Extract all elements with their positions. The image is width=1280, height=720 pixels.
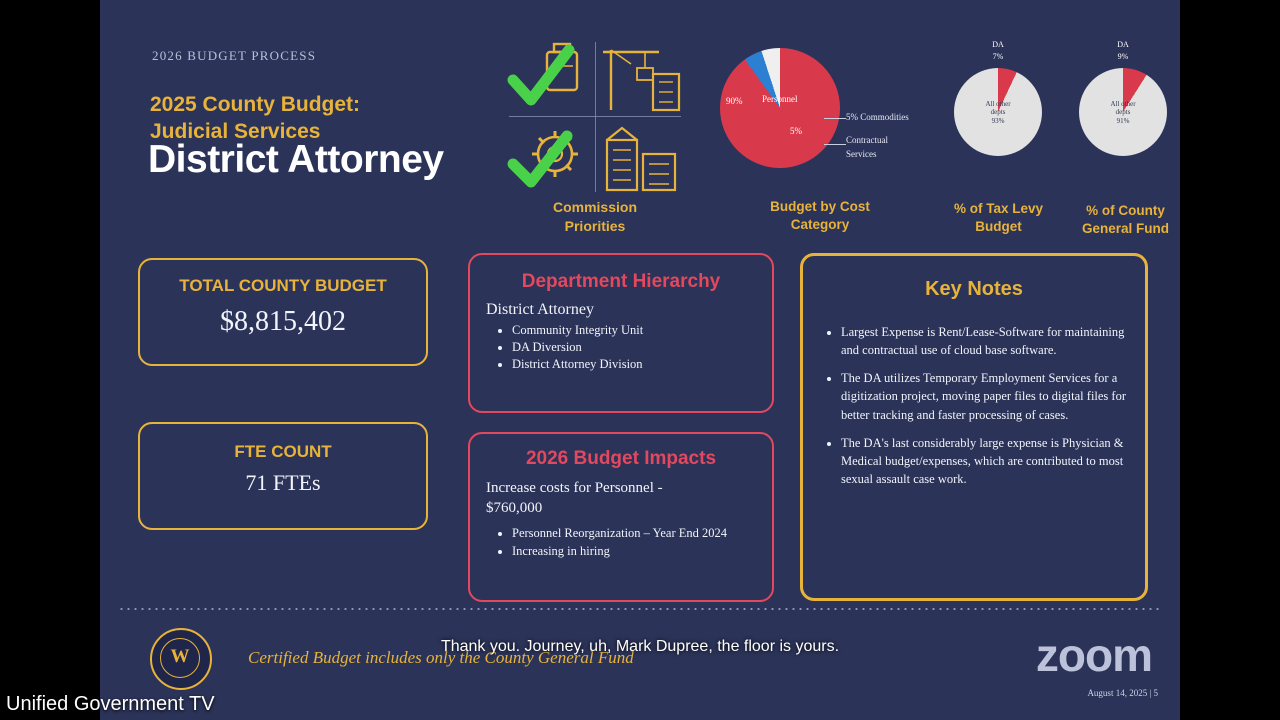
list-item: • DA Diversion: [512, 340, 772, 355]
certified-budget-note: Certified Budget includes only the County General Fund: [248, 648, 634, 667]
key-notes-list: [825, 323, 1131, 488]
live-caption: Thank you. Journey, uh, Mark Dupree, the floor is yours.: [440, 638, 840, 655]
pie-label-contractual: Contractual Services: [846, 135, 888, 159]
list-item: • The DA utilizes Temporary Employment Services for a digitization project, moving paper files to digital files for better tracking and faster processing of cases.: [841, 369, 1131, 423]
total-budget-header: TOTAL COUNTY BUDGET: [179, 276, 387, 295]
commission-priorities-caption: [490, 198, 700, 236]
cost-category-caption-line-2: Category: [790, 217, 850, 233]
impacts-lead-line-2: $760,000: [486, 500, 543, 517]
fte-value: 71 FTEs: [245, 470, 321, 495]
impacts-header: 2026 Budget Impacts: [525, 448, 717, 469]
card-key-notes: [800, 253, 1148, 601]
chart-tax-levy: [930, 40, 1070, 200]
slide-date-stamp: August 14, 2025 | 5: [1087, 688, 1158, 698]
subtitle-line-2: Judicial Services: [150, 119, 321, 143]
icon-divider-horizontal: [509, 116, 681, 117]
subtitle-line-1: 2025 County Budget:: [150, 93, 361, 116]
card-budget-impacts: [468, 432, 774, 602]
general-fund-da-value: 9%: [1117, 52, 1129, 61]
general-fund-caption-line-2: General Fund: [1081, 221, 1169, 237]
card-fte-count: [138, 422, 428, 530]
card-total-county-budget: [138, 258, 428, 366]
pie-label-commodities: 5% Commodities: [846, 112, 909, 122]
pie-value-personnel: 90%: [726, 96, 743, 106]
chart-general-fund: [1055, 40, 1180, 200]
tax-levy-da-value: 7%: [992, 52, 1004, 61]
footer-divider: [118, 608, 1162, 610]
hierarchy-list: [496, 323, 772, 372]
presentation-slide: [100, 0, 1180, 720]
cost-category-caption-line-1: Budget by Cost: [770, 199, 870, 214]
impacts-list: [496, 525, 772, 561]
hierarchy-root: District Attorney: [486, 301, 594, 318]
zoom-logo: zoom: [1035, 629, 1152, 681]
tax-levy-other-label: All other depts 93%: [985, 100, 1011, 125]
cost-category-caption: [720, 198, 920, 234]
general-fund-caption-line-1: % of County: [1086, 203, 1165, 218]
caption-line-1: Commission: [552, 199, 637, 215]
channel-watermark: Unified Government TV: [6, 693, 215, 715]
general-fund-caption: [1048, 202, 1180, 238]
leader-line-commodities: [824, 118, 846, 119]
key-notes-header: Key Notes: [925, 278, 1023, 300]
tax-levy-da-label: DA: [992, 40, 1004, 49]
total-budget-value: $8,815,402: [220, 306, 346, 337]
page-title: District Attorney: [148, 138, 444, 181]
tax-levy-caption-line-2: Budget: [975, 219, 1022, 235]
pie-value-contractual: 5%: [790, 126, 802, 136]
icon-divider-vertical: [595, 42, 596, 192]
impacts-lead-line-1: Increase costs for Personnel -: [486, 480, 663, 496]
list-item: • The DA's last considerably large expense is Physician & Medical budget/expenses, which are contributed to most sexual assault case work.: [841, 434, 1131, 488]
seal-letter: W: [170, 646, 190, 667]
pie-slices: [720, 48, 840, 168]
list-item: • Largest Expense is Rent/Lease-Software for maintaining and contractual use of cloud base software.: [841, 323, 1131, 359]
tax-levy-caption-line-1: % of Tax Levy: [953, 201, 1044, 216]
list-item: • Increasing in hiring: [512, 543, 772, 560]
buildings-icon: [601, 120, 683, 198]
eyebrow-label: 2026 BUDGET PROCESS: [152, 48, 317, 63]
fte-header: FTE COUNT: [234, 442, 332, 461]
hierarchy-header: Department Hierarchy: [521, 271, 721, 292]
leader-line-contractual: [824, 144, 846, 145]
list-item: • Personnel Reorganization – Year End 2024: [512, 525, 772, 542]
gear-icon: [507, 120, 593, 198]
check-icon: [507, 40, 593, 114]
commission-priorities-icons: [505, 38, 685, 198]
list-item: • District Attorney Division: [512, 357, 772, 372]
chart-budget-by-cost-category: [720, 48, 920, 208]
general-fund-da-label: DA: [1117, 40, 1129, 49]
card-department-hierarchy: [468, 253, 774, 413]
crane-icon: [601, 40, 683, 114]
general-fund-other-label: All other depts 91%: [1110, 100, 1136, 125]
list-item: • Community Integrity Unit: [512, 323, 772, 338]
caption-line-2: Priorities: [564, 217, 626, 234]
pie-label-personnel: Personnel: [762, 94, 798, 104]
impacts-lead: [486, 478, 772, 519]
